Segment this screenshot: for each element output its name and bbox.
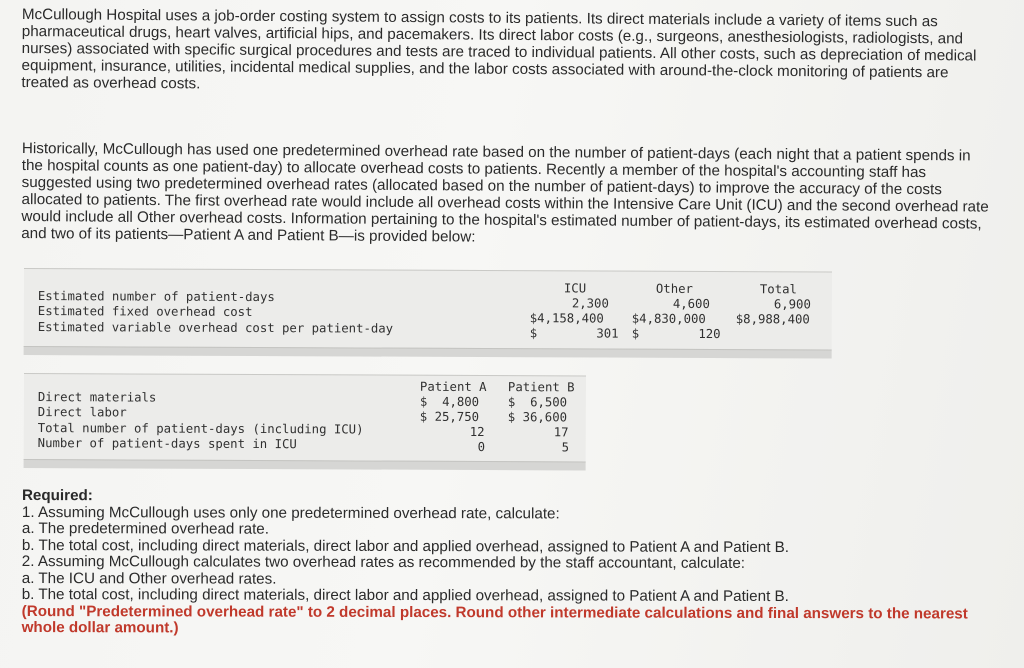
question-1: 1. Assuming McCullough uses only one predetermined overhead rate, calculate: (21, 503, 560, 522)
row-label-patient-days: Estimated number of patient-days (37, 289, 275, 305)
row-label-total-patient-days: Total number of patient-days (including ICU) (37, 421, 364, 437)
patient-a-direct-materials: $ 4,800 (419, 394, 480, 409)
overhead-estimates-table (24, 268, 832, 359)
patient-b-total-days: 17 (553, 425, 569, 440)
patient-a-total-days: 12 (469, 424, 485, 440)
question-2: 2. Assuming McCullough calculates two overhead rates as recommended by the staff accountant, calculate: (21, 552, 746, 572)
icu-variable-overhead: $ 301 (529, 326, 619, 341)
icu-fixed-overhead: $4,158,400 (529, 311, 604, 326)
table-footer-bar (24, 346, 832, 359)
row-label-variable-overhead: Estimated variable overhead cost per patient-day (37, 320, 394, 336)
context-paragraph: Historically, McCullough has used one predetermined overhead rate based on the number of patient-days (each night that a patient spends in the hospital counts as one patient-day) to allocate overhead costs to patients. Recently a member of the hospital's accounting staff has suggested using two predetermined overhead rates (allocated based on the number of patient-days) to improve the accuracy of the costs allocated to patients. The first overhead rate would include all overhead costs within the Intensive Care Unit (ICU) and the second overhead rate would include all Other overhead costs. Information pertaining to the hospital's estimated number of patient-days, its estimated overhead costs, and two of its patients—Patient A and Patient B—is provided below: (21, 140, 989, 246)
header-other: Other (655, 281, 693, 296)
other-fixed-overhead: $4,830,000 (631, 311, 706, 326)
header-total: Total (759, 282, 797, 297)
table-footer-bar (24, 459, 586, 470)
icu-patient-days: 2,300 (571, 296, 609, 311)
question-1a: a. The predetermined overhead rate. (21, 519, 270, 538)
total-fixed-overhead: $8,988,400 (735, 312, 810, 327)
header-patient-a: Patient A (419, 379, 487, 395)
required-heading: Required: (21, 487, 93, 505)
header-patient-b: Patient B (507, 380, 575, 395)
patient-a-icu-days: 0 (477, 439, 486, 455)
patient-b-direct-labor: $ 36,600 (507, 410, 568, 425)
required-section (22, 488, 1002, 639)
total-patient-days: 6,900 (773, 297, 811, 312)
rounding-note: (Round "Predetermined overhead rate" to 2 decimal places. Round other intermediate calculations and final answers to the nearest whole dollar amount.) (21, 602, 968, 637)
header-icu: ICU (563, 281, 587, 296)
question-1b: b. The total cost, including direct materials, direct labor and applied overhead, assigned to Patient A and Patient B. (21, 536, 790, 556)
row-label-fixed-overhead: Estimated fixed overhead cost (37, 304, 253, 319)
intro-paragraph: McCullough Hospital uses a job-order costing system to assign costs to its patients. Its direct materials include a variety of items such as pharmaceutical drugs, heart valves, artificial hips, and pacemakers. Its direct labor costs (e.g., surgeons, anesthesiologists, radiologists, and nurses) associated with specific surgical procedures and tests are traced to individual patients. All other costs, such as depreciation of medical equipment, insurance, utilities, incidental medical supplies, and the labor costs associated with around-the-clock monitoring of patients are treated as overhead costs. (21, 6, 977, 93)
other-patient-days: 4,600 (672, 296, 710, 311)
other-variable-overhead: $ 120 (631, 326, 721, 342)
row-label-direct-materials: Direct materials (37, 390, 157, 405)
row-label-icu-days: Number of patient-days spent in ICU (37, 436, 297, 452)
patient-data-table (24, 373, 586, 470)
patient-a-direct-labor: $ 25,750 (419, 409, 480, 424)
question-2a: a. The ICU and Other overhead rates. (21, 569, 277, 588)
patient-b-icu-days: 5 (561, 440, 570, 455)
patient-b-direct-materials: $ 6,500 (507, 395, 568, 410)
row-label-direct-labor: Direct labor (37, 405, 127, 420)
question-2b: b. The total cost, including direct materials, direct labor and applied overhead, assigned to Patient A and Patient B. (21, 585, 789, 606)
